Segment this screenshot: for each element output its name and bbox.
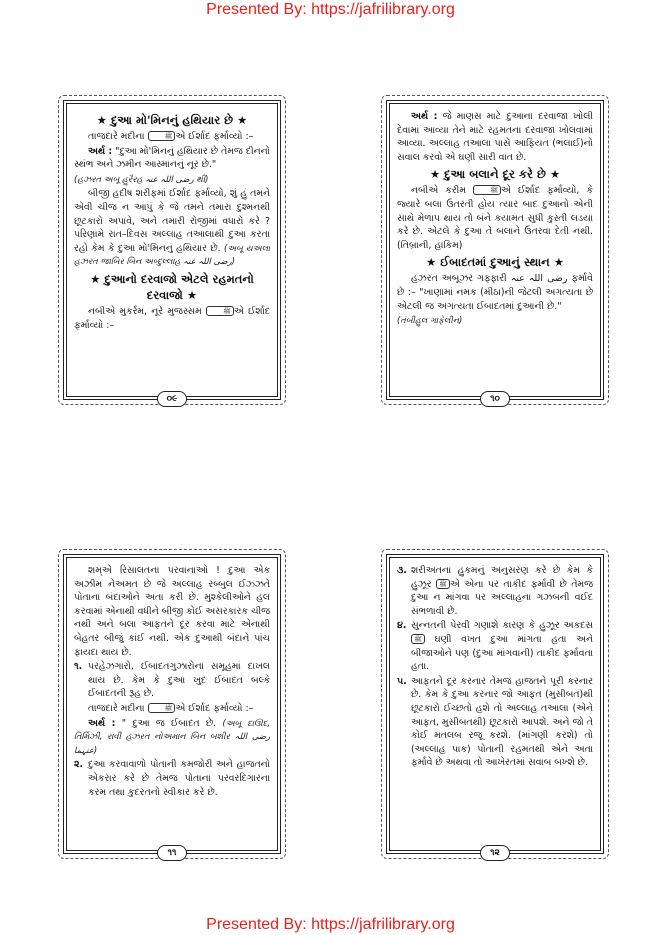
page-number: ૧૨	[480, 845, 510, 861]
page-10	[389, 103, 601, 404]
honorific-mark: ﷺ	[148, 131, 176, 141]
list-text: સુન્નતની પેરવી ગણાશે કારણ કે હુઝૂર અકદસ ﷺ ઘણી વખત દુઆ માંગતા હતા અને બીજાઓને પણ (દુઆ માંગવાની) તાકીદ ફર્માવતા હતા.	[411, 620, 593, 673]
list-number: ૫.	[397, 675, 407, 687]
list-number: ૩.	[397, 565, 407, 576]
list-item	[397, 564, 593, 618]
reference-text: (તંબીહુલ ગાફેલીન)	[397, 315, 463, 326]
honorific-mark: ﷺ	[411, 634, 425, 644]
list-item	[74, 660, 270, 701]
list-text: પરહેઝગારો, ઈબાદતગુઝારોના સમૂહમાં દાખલ થાય છે. કેમ કે દુઆ ખુદ ઈબાદત બલ્કે ઈબાદતની રૂહ છે.	[88, 661, 270, 700]
page-number-footer	[390, 390, 600, 408]
heading-dua-weapon: ★ દુઆ મો'મિનનું હથિયાર છે ★	[96, 113, 248, 127]
banner-top[interactable]: Presented By: https://jafrilibrary.org	[206, 1, 455, 18]
honorific-mark: ﷺ	[206, 306, 234, 316]
paragraph	[74, 187, 270, 269]
list-item	[397, 675, 593, 770]
list-number: ૪.	[397, 620, 407, 632]
heading-door-of-mercy: ★ દુઆનો દરવાજો એટલે રહમતનો દરવાજો ★	[90, 271, 254, 302]
page-number: ૧૧	[157, 845, 187, 861]
paragraph: હઝરત અબૂઝર ગફ્ફારી رضی اللہ عنہ ફર્માવે છે :– "ખાણામાં નમક (મીઠા)ની જેટલી અગત્યતા છે એટલી જ અગત્યતા ઈબાદતમાં દુઆની છે."	[397, 273, 593, 312]
paragraph: નબીએ કરીમ ﷺ એ ઈર્શાદ ફર્માવ્યો, કે જ્યારે બલા ઉતરતી હોય ત્યાર બાદ દુઆનો એની સાથે મેળાપ થાય તો બંને કયામત સુધી કુસ્તી લડયા કરે છે. એટલે કે દુઆ તે બલાને ઉતરવા દેતી નથી. (તિબ્રાની, હાકિમ)	[397, 185, 593, 251]
list-text: દુઆ કરવાવાળો પોતાની કમજોરી અને હાજતનો એકરાર કરે છે તેમજ પોતાના પરવરદિગારના કરમ તથા કુદરતનો સ્વીકાર કરે છે.	[88, 759, 270, 798]
honorific-mark: ﷺ	[473, 185, 501, 195]
reference-text: (અબૂ યઅલા હઝરત જાબિર બિન અબ્દુલ્લાહ رضی اللہ عنہ)	[74, 242, 270, 267]
page-number: ૧૦	[480, 391, 510, 407]
honorific-mark: ﷺ	[148, 703, 176, 713]
list-number: ૨.	[74, 759, 84, 771]
list-text: શરીઅતના હુકમનું અનુસરણ કરે છે કેમ કે હુઝૂર ﷺ એ એના પર તાકીદ ફર્માવી છે તેમજ દુઆ ન માંગવા પર અલ્લાહના ગઝબની વઈદ સંભળાવી છે.	[411, 565, 593, 617]
page-number: ૦૯	[157, 391, 187, 407]
meaning-label: અર્થ :	[88, 717, 116, 729]
reference-text: (હઝરત અબૂ હુરૈરહ رضی اللہ عنہ થી)	[74, 173, 209, 184]
paragraph	[74, 717, 270, 758]
reference-text: (અબૂ દાઊદ, તિર્મિઝી, રાવી હઝરત નોઅમાન બિન બશીર رضی اللہ عنہما)	[74, 717, 270, 755]
page-number-footer	[67, 390, 277, 408]
meaning-text: "દુઆ મો'મિનનું હથિયાર છે તેમજ દીનનો સ્થંભ અને ઝમીન આસ્માનનું નૂર છે."	[74, 145, 270, 171]
paragraph	[397, 110, 593, 164]
paragraph: નબીએ મુકર્રમ, નૂરે મુજસ્સમ ﷺ એ ઈર્શાદ ફર્માવ્યો :–	[74, 305, 270, 331]
meaning-text: જે માણસ માટે દુઆના દરવાજા ખોલી દેવામાં આવ્યા તેને માટે રહમતના દરવાજા ખોલવામાં આવ્યા. અલ્લાહ તઆલા પાસે આફિયત (ભલાઈ)નો સવાલ કરવો એ ઘણી સારી વાત છે.	[397, 111, 593, 163]
page-11	[66, 557, 278, 858]
list-number: ૧.	[74, 661, 83, 673]
page-12	[389, 557, 601, 858]
meaning-text: " દુઆ જ ઈબાદત છે.	[121, 717, 217, 729]
paragraph: શમ્એ રિસાલતના પરવાનાઓ ! દુઆ એક અઝીમ નેઅમત છે જે અલ્લાહ રબ્બુલ ઈઝ્ઝતે પોતાના બંદાઓને અતા કરી છે. મુશ્કેલીઓને હલ કરવામાં એનાથી વધીને બીજી કોઈ અસરકારક ચીજ નથી અને બલા આફતને દૂર કરવા માટે એનાથી બેહતર બીજું કાંઈ નથી. એક દુઆથી બંદાને પાંચ ફાયદા થાય છે.	[74, 565, 270, 658]
list-item	[74, 758, 270, 799]
honorific-mark: ﷺ	[436, 579, 450, 589]
meaning-label: અર્થ :	[411, 111, 438, 122]
heading-dua-in-worship: ★ ઈબાદતમાં દુઆનું સ્થાન ★	[425, 255, 565, 270]
paragraph	[74, 145, 270, 172]
list-text: આફતને દૂર કરનાર તેમજ હાજતને પૂરી કરનાર છે. કેમ કે દુઆ કરનાર જો આફત (મુસીબત)થી છૂટકારો ઈચ્છતો હશે તો અલ્લાહ તઆલા (એને આફત, મુસીબતથી) છૂટકારો આપશે. અને જો તે કોઈ મતલબ રજૂ કરશે. (માંગણી કરશે) તો (અલ્લાહ પાક) પોતાની રહમતથી એને અતા ફર્માવે છે અથવા તો આખેરતમાં સવાબ બખ્શે છે.	[411, 675, 593, 769]
list-item	[397, 619, 593, 673]
paragraph: તાજદારે મદીના ﷺ એ ઈર્શાદ ફર્માવ્યો :–	[88, 702, 254, 714]
paragraph: તાજદારે મદીના ﷺ એ ઈર્શાદ ફર્માવ્યો :–	[88, 131, 254, 142]
page-number-footer	[67, 844, 277, 862]
banner-bottom[interactable]: Presented By: https://jafrilibrary.org	[206, 916, 455, 933]
page-number-footer	[390, 844, 600, 862]
reference	[397, 314, 593, 328]
reference	[74, 173, 270, 187]
page-09	[66, 103, 278, 404]
heading-dua-removes-calamity: ★ દુઆ બલાને દૂર કરે છે ★	[429, 167, 561, 182]
meaning-label: અર્થ :	[88, 145, 113, 157]
paragraph-text: બીજી હદીષ શરીફમાં ઈર્શાદ ફર્માવ્યો, શું હું તમને એવી ચીજ ન આપું કે જે તમને તમારા દુશ્મનથી છૂટકારો અપાવે, અને તમારી રોજીમાં વધારો કરે ? પરિણામે રાત–દિવસ અલ્લાહ તઆલાથી દુઆ કરતા રહો કેમ કે દુઆ મો'મિનનું હથિયાર છે.	[74, 188, 270, 254]
